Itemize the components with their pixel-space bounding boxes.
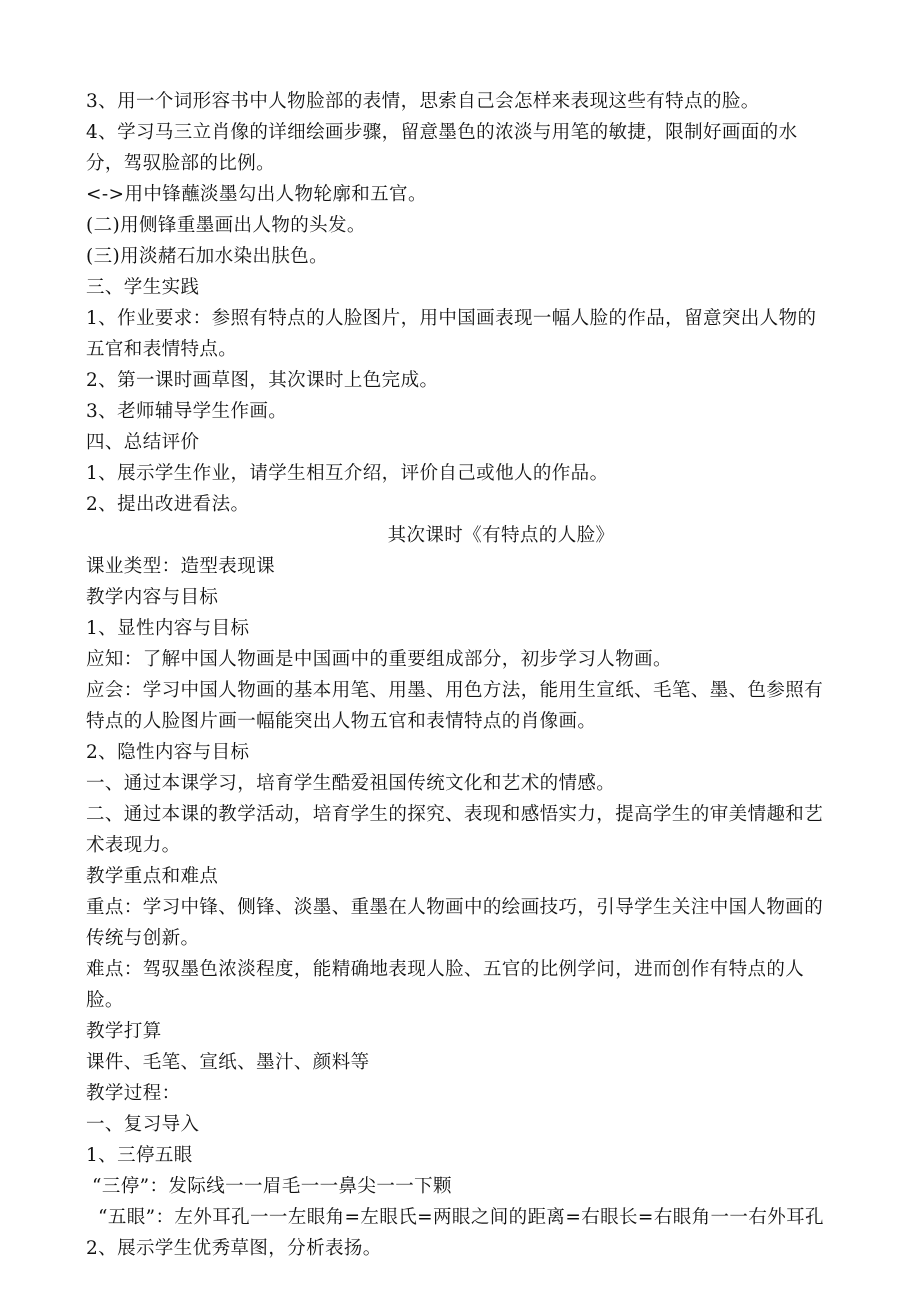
text-line: 应知：了解中国人物画是中国画中的重要组成部分，初步学习人物画。: [86, 649, 672, 670]
text-line: 2、隐性内容与目标: [86, 742, 250, 763]
text-line: 传统与创新。: [86, 928, 200, 949]
section-heading: 教学打算: [86, 1021, 162, 1042]
text-line: 课件、毛笔、宣纸、墨汁、颜料等: [86, 1052, 370, 1073]
section-heading: 四、总结评价: [86, 432, 200, 453]
text-line: 2、展示学生优秀草图，分析表扬。: [86, 1238, 382, 1259]
text-line: 难点：驾驭墨色浓淡程度，能精确地表现人脸、五官的比例学问，进而创作有特点的人: [86, 959, 805, 980]
text-line: 分，驾驭脸部的比例。: [86, 153, 276, 174]
document-body: [86, 86, 876, 1264]
text-line: “五眼”：左外耳孔一一左眼角=左眼氏=两眼之间的距离=右眼长=右眼角一一右外耳孔: [98, 1207, 824, 1228]
text-line: (二)用侧锋重墨画出人物的头发。: [86, 215, 366, 236]
text-line: 脸。: [86, 990, 124, 1011]
text-line: “三停”：发际线一一眉毛一一鼻尖一一下颗: [92, 1176, 452, 1197]
text-line: 2、提出改进看法。: [86, 494, 250, 515]
text-line: 术表现力。: [86, 835, 181, 856]
text-line: 重点：学习中锋、侧锋、淡墨、重墨在人物画中的绘画技巧，引导学生关注中国人物画的: [86, 897, 824, 918]
text-line: 特点的人脸图片画一幅能突出人物五官和表情特点的肖像画。: [86, 711, 597, 732]
text-line: 1、展示学生作业，请学生相互介绍，评价自己或他人的作品。: [86, 463, 609, 484]
lesson-title: 其次课时《有特点的人脸》: [387, 525, 615, 546]
text-line: <->用中锋蘸淡墨勾出人物轮廓和五官。: [86, 184, 427, 205]
text-line: 二、通过本课的教学活动，培育学生的探究、表现和感悟实力，提高学生的审美情趣和艺: [86, 804, 824, 825]
section-heading: 教学过程：: [86, 1083, 181, 1104]
text-line: 3、老师辅导学生作画。: [86, 401, 288, 422]
text-line: 2、第一课时画草图，其次课时上色完成。: [86, 370, 439, 391]
text-line: 1、三停五眼: [86, 1145, 193, 1166]
section-heading: 教学重点和难点: [86, 866, 219, 887]
text-line: 一、通过本课学习，培育学生酷爱祖国传统文化和艺术的情感。: [86, 773, 616, 794]
text-line: 五官和表情特点。: [86, 339, 238, 360]
section-heading: 三、学生实践: [86, 277, 200, 298]
text-line: (三)用淡赭石加水染出肤色。: [86, 246, 329, 267]
text-line: 3、用一个词形容书中人物脸部的表情，思索自己会怎样来表现这些有特点的脸。: [86, 91, 760, 112]
section-heading: 教学内容与目标: [86, 587, 219, 608]
text-line: 应会：学习中国人物画的基本用笔、用墨、用色方法，能用生宣纸、毛笔、墨、色参照有: [86, 680, 824, 701]
section-heading: 一、复习导入: [86, 1114, 200, 1135]
text-line: 1、作业要求：参照有特点的人脸图片，用中国画表现一幅人脸的作品，留意突出人物的: [86, 308, 817, 329]
text-line: 1、显性内容与目标: [86, 618, 250, 639]
text-line: 4、学习马三立肖像的详细绘画步骤，留意墨色的浓淡与用笔的敏捷，限制好画面的水: [86, 122, 798, 143]
text-line: 课业类型：造型表现课: [86, 556, 276, 577]
